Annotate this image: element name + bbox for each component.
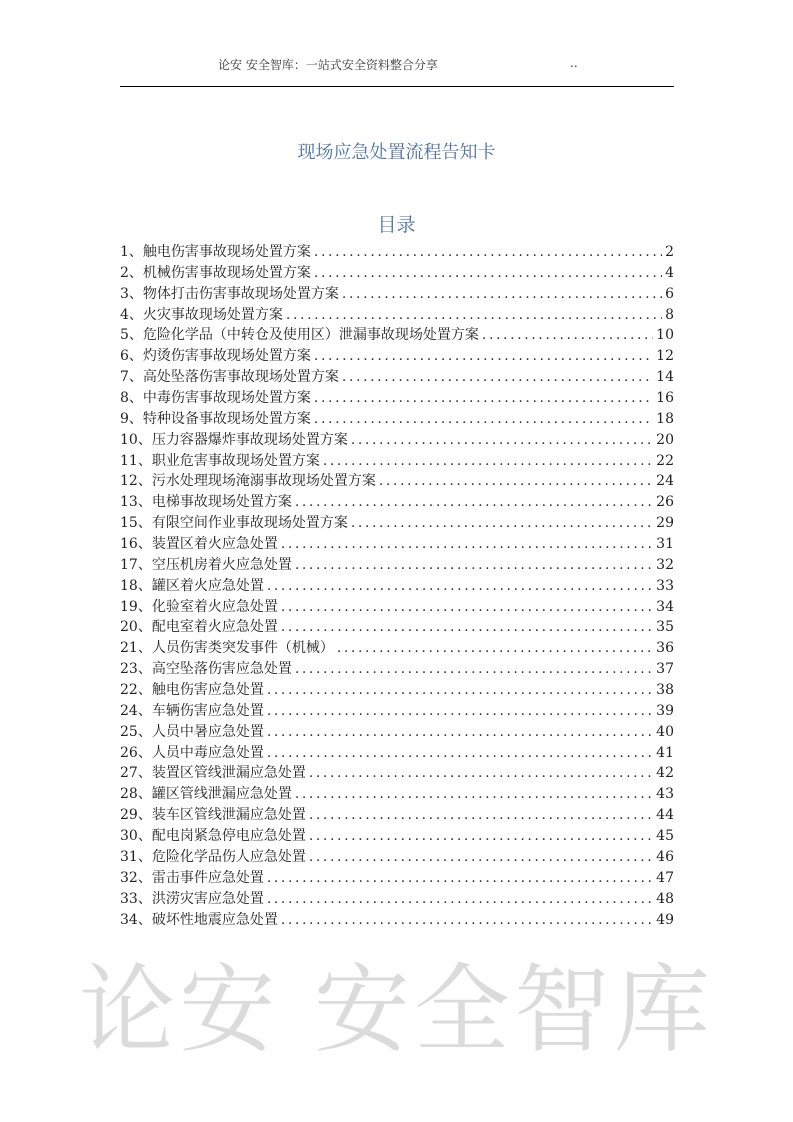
toc-dot-leader <box>295 784 653 805</box>
toc-entry-label[interactable]: 26、人员中毒应急处置 <box>120 744 264 761</box>
toc-page-number: 47 <box>656 869 674 886</box>
toc-dot-leader <box>267 743 653 764</box>
toc-dot-leader <box>351 513 653 534</box>
toc-dot-leader <box>281 617 653 638</box>
toc-entry[interactable] <box>120 346 674 367</box>
toc-entry-label[interactable]: 15、有限空间作业事故现场处置方案 <box>120 515 348 532</box>
toc-page-number: 14 <box>656 369 674 386</box>
toc-entry-label[interactable]: 21、人员伤害类突发事件（机械） <box>120 640 334 657</box>
toc-dot-leader <box>267 680 653 701</box>
toc-entry[interactable] <box>120 597 674 618</box>
toc-dot-leader <box>267 576 653 597</box>
toc-page-number: 41 <box>656 744 674 761</box>
toc-page-number: 49 <box>656 911 674 928</box>
toc-entry-label[interactable]: 31、危险化学品伤人应急处置 <box>120 848 306 865</box>
toc-dot-leader <box>314 242 662 263</box>
toc-page-number: 36 <box>656 640 674 657</box>
toc-entry-label[interactable]: 4、火灾事故现场处置方案 <box>120 306 283 323</box>
toc-page-number: 20 <box>656 431 674 448</box>
document-title: 现场应急处置流程告知卡 <box>297 142 496 163</box>
toc-dot-leader <box>482 325 653 346</box>
toc-entry-label[interactable]: 9、特种设备事故现场处置方案 <box>120 410 311 427</box>
toc-page-number: 8 <box>665 306 674 323</box>
toc-dot-leader <box>379 471 653 492</box>
watermark: 论安 安全智库 <box>79 954 714 1066</box>
toc-entry-label[interactable]: 16、装置区着火应急处置 <box>120 536 278 553</box>
toc-page-number: 4 <box>665 264 674 281</box>
toc-dot-leader <box>295 555 653 576</box>
toc-entry-label[interactable]: 19、化验室着火应急处置 <box>120 598 278 615</box>
toc-dot-leader <box>295 659 653 680</box>
toc-dot-leader <box>281 910 653 931</box>
page-header-dots: .. <box>570 56 578 70</box>
toc-dot-leader <box>281 534 653 555</box>
toc-entry[interactable] <box>120 576 674 597</box>
toc-page-number: 48 <box>656 890 674 907</box>
toc-entry-label[interactable]: 32、雷击事件应急处置 <box>120 869 264 886</box>
toc-entry[interactable] <box>120 638 674 659</box>
toc-entry-label[interactable]: 6、灼烫伤害事故现场处置方案 <box>120 348 311 365</box>
toc-dot-leader <box>342 367 653 388</box>
toc-entry-label[interactable]: 12、污水处理现场淹溺事故现场处置方案 <box>120 473 376 490</box>
toc-entry[interactable] <box>120 430 674 451</box>
toc-page-number: 32 <box>656 556 674 573</box>
toc-page-number: 34 <box>656 598 674 615</box>
toc-page-number: 35 <box>656 619 674 636</box>
toc-page-number: 16 <box>656 390 674 407</box>
toc-entry[interactable] <box>120 409 674 430</box>
toc-entry[interactable] <box>120 305 674 326</box>
toc-entry[interactable] <box>120 701 674 722</box>
toc-dot-leader <box>314 409 653 430</box>
page-header-text: 论安 安全智库：一站式安全资料整合分享 <box>218 58 438 72</box>
toc-dot-leader <box>314 388 653 409</box>
toc-dot-leader <box>295 492 653 513</box>
toc-heading: 目录 <box>377 214 416 236</box>
toc-entry[interactable] <box>120 492 674 513</box>
toc-entry[interactable] <box>120 784 674 805</box>
toc-dot-leader <box>309 847 653 868</box>
toc-page-number: 2 <box>665 244 674 260</box>
toc-page-number: 6 <box>665 285 674 302</box>
toc-dot-leader <box>267 889 653 910</box>
toc-entry-label[interactable]: 24、车辆伤害应急处置 <box>120 702 264 719</box>
toc-entry[interactable] <box>120 617 674 638</box>
toc-entry-label[interactable]: 18、罐区着火应急处置 <box>120 577 264 594</box>
toc-entry[interactable] <box>120 367 674 388</box>
toc-entry-label[interactable]: 3、物体打击伤害事故现场处置方案 <box>120 285 339 302</box>
toc-entry[interactable] <box>120 763 674 784</box>
toc-entry[interactable] <box>120 555 674 576</box>
toc-entry[interactable] <box>120 805 674 826</box>
toc-dot-leader <box>351 430 653 451</box>
toc-entry[interactable] <box>120 451 674 472</box>
toc-entry[interactable] <box>120 284 674 305</box>
toc-entry[interactable] <box>120 847 674 868</box>
toc-entry-label[interactable]: 25、人员中暑应急处置 <box>120 723 264 740</box>
toc-entry-label[interactable]: 1、触电伤害事故现场处置方案 <box>120 244 311 260</box>
toc-dot-leader <box>337 638 653 659</box>
toc-entry[interactable] <box>120 513 674 534</box>
toc-dot-leader <box>309 826 653 847</box>
toc-page-number: 22 <box>656 452 674 469</box>
toc-page-number: 10 <box>656 327 674 344</box>
toc-page-number: 43 <box>656 786 674 803</box>
toc-page-number: 26 <box>656 494 674 511</box>
toc-entry[interactable] <box>120 680 674 701</box>
toc-dot-leader <box>267 722 653 743</box>
toc-entry[interactable] <box>120 242 674 263</box>
toc-entry-label[interactable]: 28、罐区管线泄漏应急处置 <box>120 786 292 803</box>
toc-entry-label[interactable]: 33、洪涝灾害应急处置 <box>120 890 264 907</box>
toc-entry-label[interactable]: 30、配电岗紧急停电应急处置 <box>120 828 306 845</box>
toc-entry-label[interactable]: 7、高处坠落伤害事故现场处置方案 <box>120 369 339 386</box>
toc-entry-label[interactable]: 20、配电室着火应急处置 <box>120 619 278 636</box>
toc-entry-label[interactable]: 17、空压机房着火应急处置 <box>120 556 292 573</box>
toc-page-number: 46 <box>656 848 674 865</box>
toc-entry-label[interactable]: 22、触电伤害应急处置 <box>120 682 264 699</box>
toc-dot-leader <box>323 451 653 472</box>
toc-page-number: 40 <box>656 723 674 740</box>
toc-entry-label[interactable]: 5、危险化学品（中转仓及使用区）泄漏事故现场处置方案 <box>120 327 479 344</box>
toc-page-number: 45 <box>656 828 674 845</box>
toc-page-number: 24 <box>656 473 674 490</box>
toc-page-number: 33 <box>656 577 674 594</box>
toc-page-number: 18 <box>656 410 674 427</box>
table-of-contents <box>120 242 674 930</box>
toc-entry-label[interactable]: 27、装置区管线泄漏应急处置 <box>120 765 306 782</box>
toc-dot-leader <box>286 305 662 326</box>
toc-dot-leader <box>342 284 662 305</box>
toc-entry-label[interactable]: 8、中毒伤害事故现场处置方案 <box>120 390 311 407</box>
toc-dot-leader <box>267 868 653 889</box>
toc-entry[interactable] <box>120 388 674 409</box>
toc-page-number: 37 <box>656 661 674 678</box>
toc-entry-label[interactable]: 29、装车区管线泄漏应急处置 <box>120 807 306 824</box>
toc-entry[interactable] <box>120 263 674 284</box>
toc-entry[interactable] <box>120 826 674 847</box>
toc-dot-leader <box>309 805 653 826</box>
toc-entry-label[interactable]: 34、破坏性地震应急处置 <box>120 911 278 928</box>
toc-entry[interactable] <box>120 910 674 931</box>
toc-page-number: 44 <box>656 807 674 824</box>
toc-entry-label[interactable]: 10、压力容器爆炸事故现场处置方案 <box>120 431 348 448</box>
toc-entry-label[interactable]: 23、高空坠落伤害应急处置 <box>120 661 292 678</box>
toc-page-number: 42 <box>656 765 674 782</box>
toc-page-number: 12 <box>656 348 674 365</box>
toc-entry[interactable] <box>120 889 674 910</box>
toc-page-number: 38 <box>656 682 674 699</box>
toc-entry[interactable] <box>120 471 674 492</box>
toc-entry[interactable] <box>120 659 674 680</box>
toc-entry-label[interactable]: 2、机械伤害事故现场处置方案 <box>120 264 311 281</box>
toc-entry[interactable] <box>120 534 674 555</box>
toc-dot-leader <box>281 597 653 618</box>
toc-entry[interactable] <box>120 743 674 764</box>
toc-page-number: 39 <box>656 702 674 719</box>
header-divider <box>120 86 674 87</box>
toc-page-number: 31 <box>656 536 674 553</box>
toc-entry-label[interactable]: 13、电梯事故现场处置方案 <box>120 494 292 511</box>
toc-entry-label[interactable]: 11、职业危害事故现场处置方案 <box>120 452 320 469</box>
toc-entry[interactable] <box>120 325 674 346</box>
toc-page-number: 29 <box>656 515 674 532</box>
toc-entry[interactable] <box>120 868 674 889</box>
toc-dot-leader <box>314 346 653 367</box>
toc-dot-leader <box>309 763 653 784</box>
toc-entry[interactable] <box>120 722 674 743</box>
toc-dot-leader <box>267 701 653 722</box>
toc-dot-leader <box>314 263 662 284</box>
